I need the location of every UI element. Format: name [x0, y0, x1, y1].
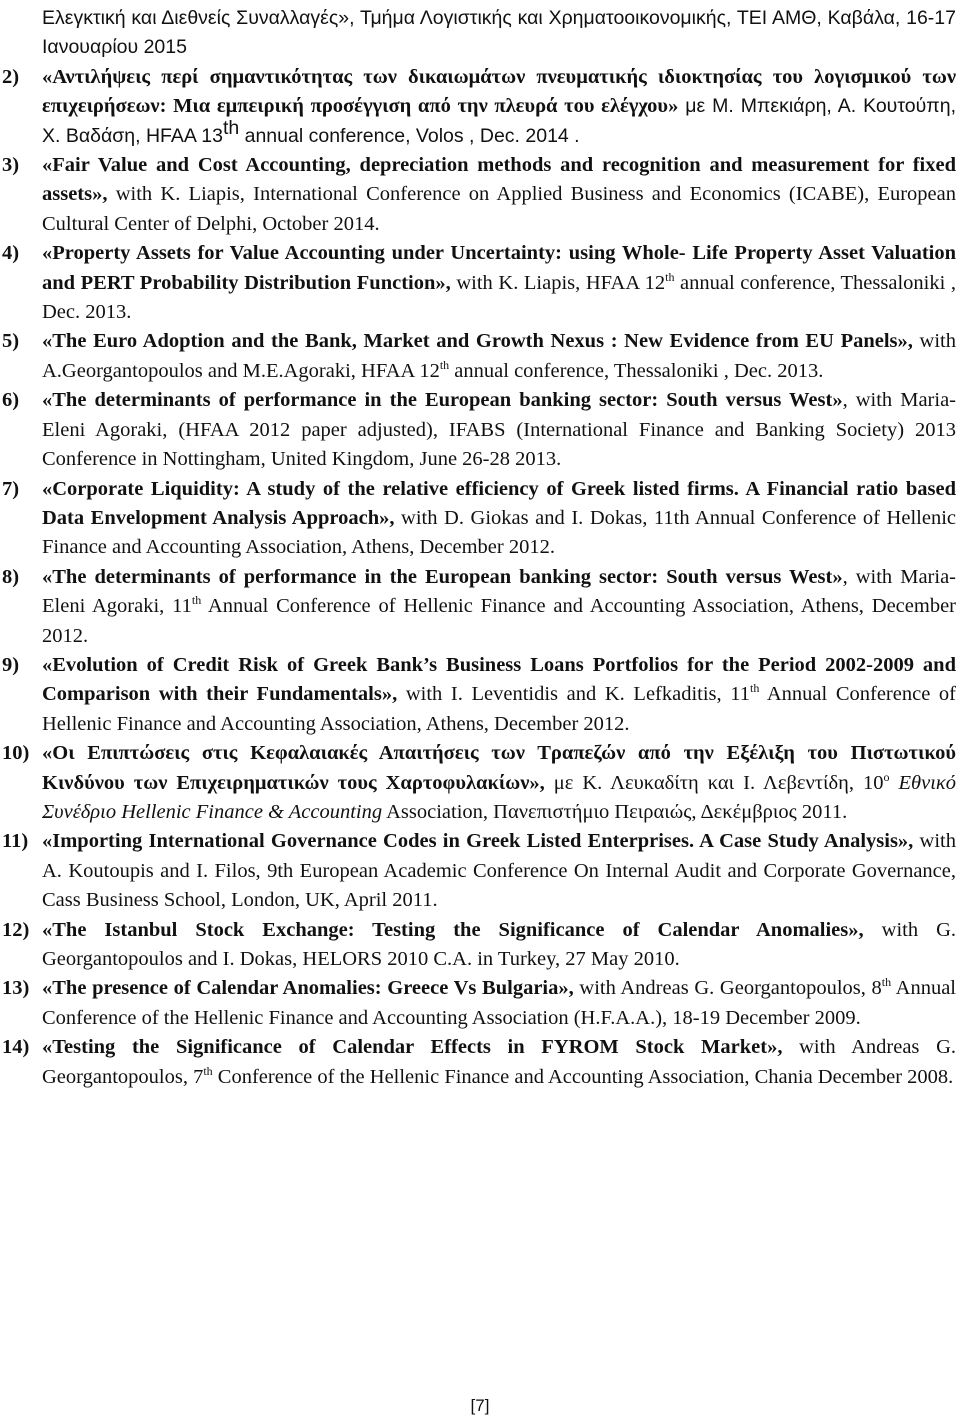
publication-item — [2, 386, 956, 474]
publication-title: «Importing International Governance Codes in Greek Listed Enterprises. A Case Study Analysis», — [42, 830, 914, 853]
publication-title: «The determinants of performance in the European banking sector: South versus West» — [42, 389, 843, 412]
ordinal-suffix: th — [203, 1063, 213, 1078]
publication-item — [2, 475, 956, 563]
ordinal-suffix: th — [191, 593, 202, 608]
publication-title: «Fair Value and Cost Accounting, depreciation methods and recognition and measurement for fixed assets», — [42, 154, 956, 206]
publication-title: «Οι Επιπτώσεις στις Κεφαλαιακές Απαιτήσεις των Τραπεζών από την Εξέλιξη του Πιστωτικού Κινδύνου των Επιχειρηματικών τους Χαρτοφυλακίων», — [42, 742, 956, 794]
item-number: 5) — [2, 330, 20, 353]
publication-details: with A.Georgantopoulos and M.E.Agoraki, HFAA 12 — [42, 330, 956, 382]
publication-details: , with Maria-Eleni Agoraki, (HFAA 2012 paper adjusted), IFABS (International Finance and Banking Society) 2013 Conference in Nottingham, United Kingdom, June 26-28 2013. — [42, 389, 956, 471]
publication-item — [2, 739, 957, 827]
publication-title: «Testing the Significance of Calendar Effects in FYROM Stock Market», — [42, 1036, 783, 1059]
publication-item — [2, 827, 957, 915]
publication-item — [2, 239, 957, 327]
ordinal-suffix: th — [750, 681, 760, 696]
publication-title: «Property Assets for Value Accounting under Uncertainty: using Whole- Life Property Asset Valuation and PERT Probability Distribution Function», — [42, 242, 956, 294]
publication-details-end: annual conference, Thessaloniki , Dec. 2013. — [42, 271, 957, 324]
publication-title: «The Euro Adoption and the Bank, Market and Growth Nexus : New Evidence from EU Panels», — [42, 330, 913, 353]
publication-title: «The Istanbul Stock Exchange: Testing the Significance of Calendar Anomalies», — [42, 918, 864, 941]
publication-details: with K. Liapis, International Conference on Applied Business and Economics (ICABE), European Cultural Center of Delphi, October 2014. — [42, 183, 956, 235]
item-number: 11) — [2, 830, 29, 853]
publication-item — [2, 327, 956, 386]
publication-details: with Andreas G. Georgantopoulos, 8 — [573, 977, 882, 1000]
continued-entry: Ελεγκτική και Διεθνείς Συναλλαγές», Τμήμα Λογιστικής και Χρηματοοικονομικής, ΤΕΙ ΑΜΘ, Καβάλα, 16-17 Ιανουαρίου 2015 — [42, 7, 956, 59]
publication-item — [2, 563, 956, 651]
publication-details-end: Association, Πανεπιστήμιο Πειραιώς, Δεκέμβριος 2011. — [382, 800, 848, 823]
publication-details-end: Annual Conference of Hellenic Finance and Accounting Association, Athens, December 2012. — [42, 595, 956, 647]
item-number: 7) — [2, 477, 20, 500]
publication-item — [2, 916, 957, 975]
item-number: 6) — [2, 389, 20, 412]
conference-name-italic: Εθνικό Συνέδριο Hellenic Finance & Accounting — [42, 771, 957, 823]
publication-details-end: annual conference, Volos , Dec. 2014 . — [239, 124, 580, 147]
publication-details: with K. Liapis, HFAA 12 — [450, 271, 666, 294]
publication-title: «The determinants of performance in the European banking sector: South versus West» — [42, 565, 843, 588]
item-number: 10) — [2, 742, 30, 765]
item-number: 12) — [2, 918, 30, 941]
ordinal-suffix: th — [222, 116, 240, 139]
publication-details: with A. Koutoupis and I. Filos, 9th European Academic Conference On Internal Audit and Corporate Governance, Cass Business School, London, UK, April 2011. — [42, 830, 957, 912]
publication-title: «Evolution of Credit Risk of Greek Bank’s Business Loans Portfolios for the Period 2002-2009 and Comparison with their Fundamentals», — [42, 653, 956, 706]
item-number: 14) — [2, 1036, 30, 1059]
publication-details: with D. Giokas and I. Dokas, 11th Annual Conference of Hellenic Finance and Accounting Association, Athens, December 2012. — [42, 506, 956, 559]
ordinal-suffix: th — [439, 357, 450, 372]
publication-details-end: Annual Conference of the Hellenic Finance and Accounting Association (H.F.A.A.), 18-19 December 2009. — [42, 977, 956, 1029]
item-number: 4) — [2, 242, 20, 265]
publication-details: με Κ. Λευκαδίτη και Ι. Λεβεντίδη, 10 — [544, 771, 884, 794]
publication-details: with I. Leventidis and K. Lefkaditis, 11 — [397, 683, 751, 706]
publication-details: with G. Georgantopoulos and I. Dokas, HELORS 2010 C.A. in Turkey, 27 May 2010. — [42, 918, 957, 970]
publication-details-end: Annual Conference of Hellenic Finance and Accounting Association, Athens, December 2012. — [42, 683, 956, 735]
ordinal-suffix: th — [881, 975, 892, 990]
item-number: 2) — [2, 65, 20, 88]
publication-item — [2, 151, 956, 239]
publication-title: «Corporate Liquidity: A study of the relative efficiency of Greek listed firms. A Financial ratio based Data Envelopment Analysis Approach», — [42, 477, 956, 529]
publication-item — [2, 63, 956, 151]
publication-details-end: Conference of the Hellenic Finance and Accounting Association, Chania December 2008. — [212, 1065, 954, 1088]
publication-list — [2, 4, 957, 1092]
item-number: 3) — [2, 154, 20, 177]
publication-details: with Andreas G. Georgantopoulos, 7 — [42, 1036, 956, 1088]
publication-details-end: annual conference, Thessaloniki , Dec. 2013. — [449, 359, 824, 382]
publication-title: «Αντιλήψεις περί σημαντικότητας των δικαιωμάτων πνευματικής ιδιοκτησίας του λογισμικού των επιχειρήσεων: Μια εμπειρική προσέγγιση από την πλευρά του ελέγχου» — [42, 65, 956, 118]
publication-title: «The presence of Calendar Anomalies: Greece Vs Bulgaria», — [42, 977, 574, 1000]
page-number: [7] — [470, 1396, 490, 1415]
publication-item — [2, 1033, 956, 1092]
publication-details: , with Maria-Eleni Agoraki, 11 — [42, 565, 956, 618]
publication-item — [2, 651, 956, 739]
ordinal-suffix: ο — [883, 769, 890, 784]
publication-details: με Μ. Μπεκιάρη, Α. Κουτούπη, Χ. Βαδάση, HFAA 13 — [42, 95, 956, 147]
publication-item — [2, 974, 956, 1033]
ordinal-suffix: th — [665, 269, 675, 284]
item-number: 8) — [2, 565, 20, 588]
item-number: 13) — [2, 977, 30, 1000]
item-number: 9) — [2, 653, 20, 676]
